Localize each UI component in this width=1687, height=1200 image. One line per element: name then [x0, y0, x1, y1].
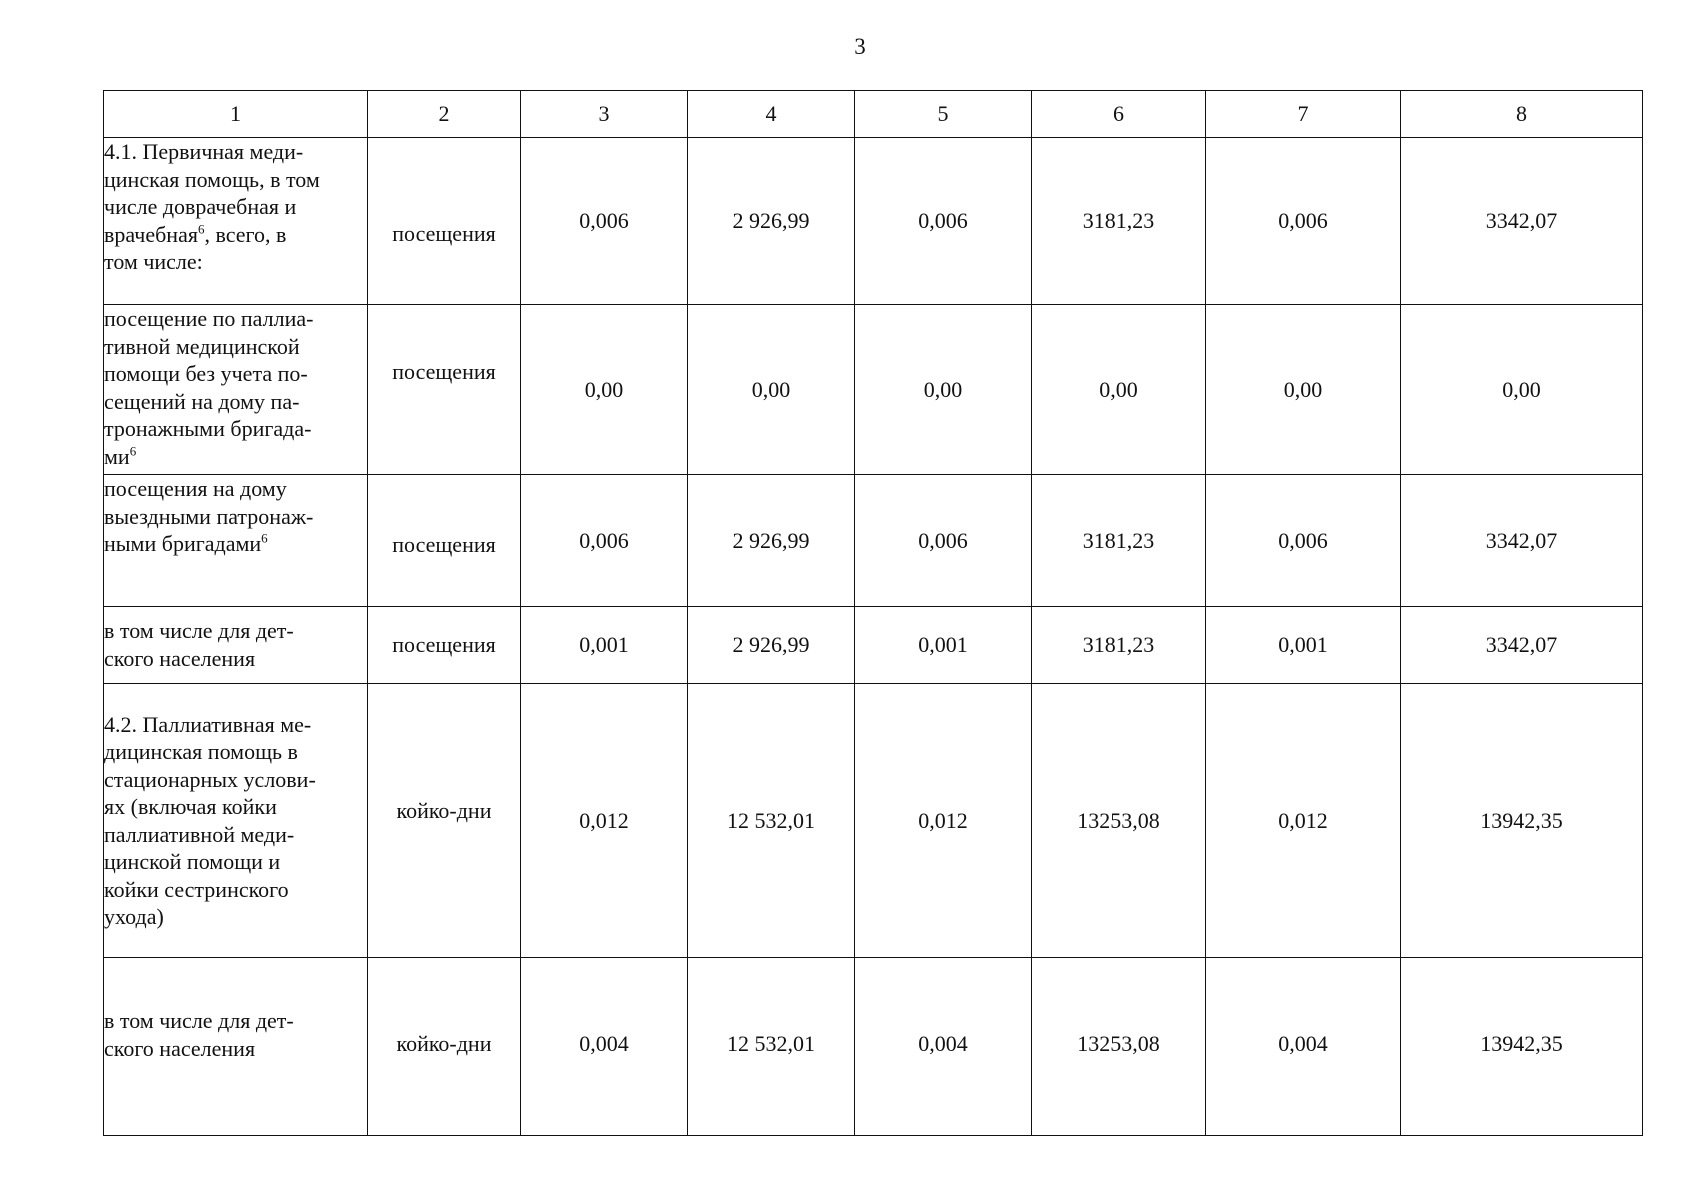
row-name-line: цинской помощи и — [104, 849, 281, 874]
unit-cell: койко-дни — [368, 684, 521, 958]
unit-cell: койко-дни — [368, 958, 521, 1136]
row-name-line: помощи без учета по- — [104, 361, 308, 386]
value-cell: 0,00 — [1032, 305, 1206, 475]
row-name-text: ми — [104, 443, 130, 469]
value-cell: 0,006 — [855, 138, 1032, 305]
value-cell: 0,004 — [855, 958, 1032, 1136]
row-name-line: ского населения — [104, 1035, 256, 1061]
row-name-line: стационарных услови- — [104, 766, 316, 792]
row-name-line: паллиативной меди- — [104, 821, 295, 847]
value-cell: 0,001 — [1206, 607, 1401, 684]
value-cell: 13253,08 — [1032, 684, 1206, 958]
value-cell: 3342,07 — [1401, 475, 1643, 607]
table-row — [104, 607, 1643, 684]
column-header-7: 7 — [1206, 91, 1401, 138]
row-name-text: врачебная — [104, 221, 198, 247]
row-name-line: 4.2. Паллиативная ме- — [104, 711, 312, 737]
column-header-1: 1 — [104, 91, 368, 138]
column-header-2: 2 — [368, 91, 521, 138]
value-cell: 3181,23 — [1032, 138, 1206, 305]
value-cell: 2 926,99 — [688, 475, 855, 607]
value-cell: 0,00 — [855, 305, 1032, 475]
value-cell: 0,006 — [855, 475, 1032, 607]
row-name-line: койки сестринского — [104, 876, 289, 902]
column-header-5: 5 — [855, 91, 1032, 138]
row-name-line: тивной медицинской — [104, 333, 300, 359]
table-row — [104, 684, 1643, 958]
value-cell: 13942,35 — [1401, 958, 1643, 1136]
column-header-8: 8 — [1401, 91, 1643, 138]
table-row — [104, 305, 1643, 475]
table-row — [104, 958, 1643, 1136]
value-cell: 3342,07 — [1401, 607, 1643, 684]
row-name-cell — [104, 305, 368, 475]
value-cell: 0,004 — [521, 958, 688, 1136]
row-name-line: тронажными бригада- — [104, 416, 312, 441]
row-name-line: в том числе для дет- — [104, 618, 294, 643]
row-name-text: , всего, в — [204, 221, 287, 247]
row-name-cell — [104, 607, 368, 684]
value-cell: 0,012 — [855, 684, 1032, 958]
table-row — [104, 138, 1643, 305]
row-name-line: ухода) — [104, 904, 164, 929]
value-cell: 0,006 — [1206, 138, 1401, 305]
row-name-text: ными бригадами — [104, 531, 262, 556]
value-cell: 12 532,01 — [688, 684, 855, 958]
value-cell: 2 926,99 — [688, 607, 855, 684]
row-name-cell — [104, 138, 368, 305]
row-name-cell — [104, 684, 368, 958]
unit-cell: посещения — [368, 475, 521, 607]
column-header-6: 6 — [1032, 91, 1206, 138]
unit-cell: посещения — [368, 305, 521, 475]
value-cell: 0,006 — [521, 475, 688, 607]
row-name-line — [104, 530, 367, 558]
row-name-line: посещение по паллиа- — [104, 306, 314, 331]
value-cell: 0,012 — [521, 684, 688, 958]
footnote-mark: 6 — [129, 443, 137, 459]
unit-cell: посещения — [368, 138, 521, 305]
row-name-line: ях (включая койки — [104, 794, 277, 819]
row-name-line: выездными патронаж- — [104, 503, 314, 529]
value-cell: 0,001 — [855, 607, 1032, 684]
value-cell: 0,00 — [688, 305, 855, 475]
value-cell: 13942,35 — [1401, 684, 1643, 958]
row-name-line: посещения на дому — [104, 476, 287, 501]
row-name-line — [104, 443, 367, 471]
column-header-3: 3 — [521, 91, 688, 138]
value-cell: 0,012 — [1206, 684, 1401, 958]
row-name-line: цинская помощь, в том — [104, 166, 320, 192]
footnote-mark: 6 — [261, 530, 268, 546]
value-cell: 0,001 — [521, 607, 688, 684]
value-cell: 2 926,99 — [688, 138, 855, 305]
column-header-4: 4 — [688, 91, 855, 138]
data-table — [103, 90, 1643, 1136]
footnote-mark: 6 — [197, 221, 205, 237]
row-name-line: дицинская помощь в — [104, 739, 298, 764]
value-cell: 0,00 — [521, 305, 688, 475]
row-name-line: 4.1. Первичная меди- — [104, 139, 304, 164]
value-cell: 3181,23 — [1032, 607, 1206, 684]
row-name-line: в том числе для дет- — [104, 1008, 294, 1033]
value-cell: 0,00 — [1206, 305, 1401, 475]
value-cell: 0,006 — [521, 138, 688, 305]
value-cell: 13253,08 — [1032, 958, 1206, 1136]
row-name-cell — [104, 475, 368, 607]
value-cell: 3181,23 — [1032, 475, 1206, 607]
row-name-line: ского населения — [104, 645, 256, 671]
unit-cell: посещения — [368, 607, 521, 684]
value-cell: 0,004 — [1206, 958, 1401, 1136]
row-name-cell — [104, 958, 368, 1136]
header-row — [104, 91, 1643, 138]
page-number: 3 — [854, 34, 866, 59]
value-cell: 3342,07 — [1401, 138, 1643, 305]
value-cell: 0,006 — [1206, 475, 1401, 607]
row-name-line: числе доврачебная и — [104, 194, 297, 219]
row-name-line: сещений на дому па- — [104, 388, 300, 414]
row-name-line: том числе: — [104, 249, 203, 274]
table-row — [104, 475, 1643, 607]
value-cell: 12 532,01 — [688, 958, 855, 1136]
value-cell: 0,00 — [1401, 305, 1643, 475]
row-name-line — [104, 221, 367, 249]
